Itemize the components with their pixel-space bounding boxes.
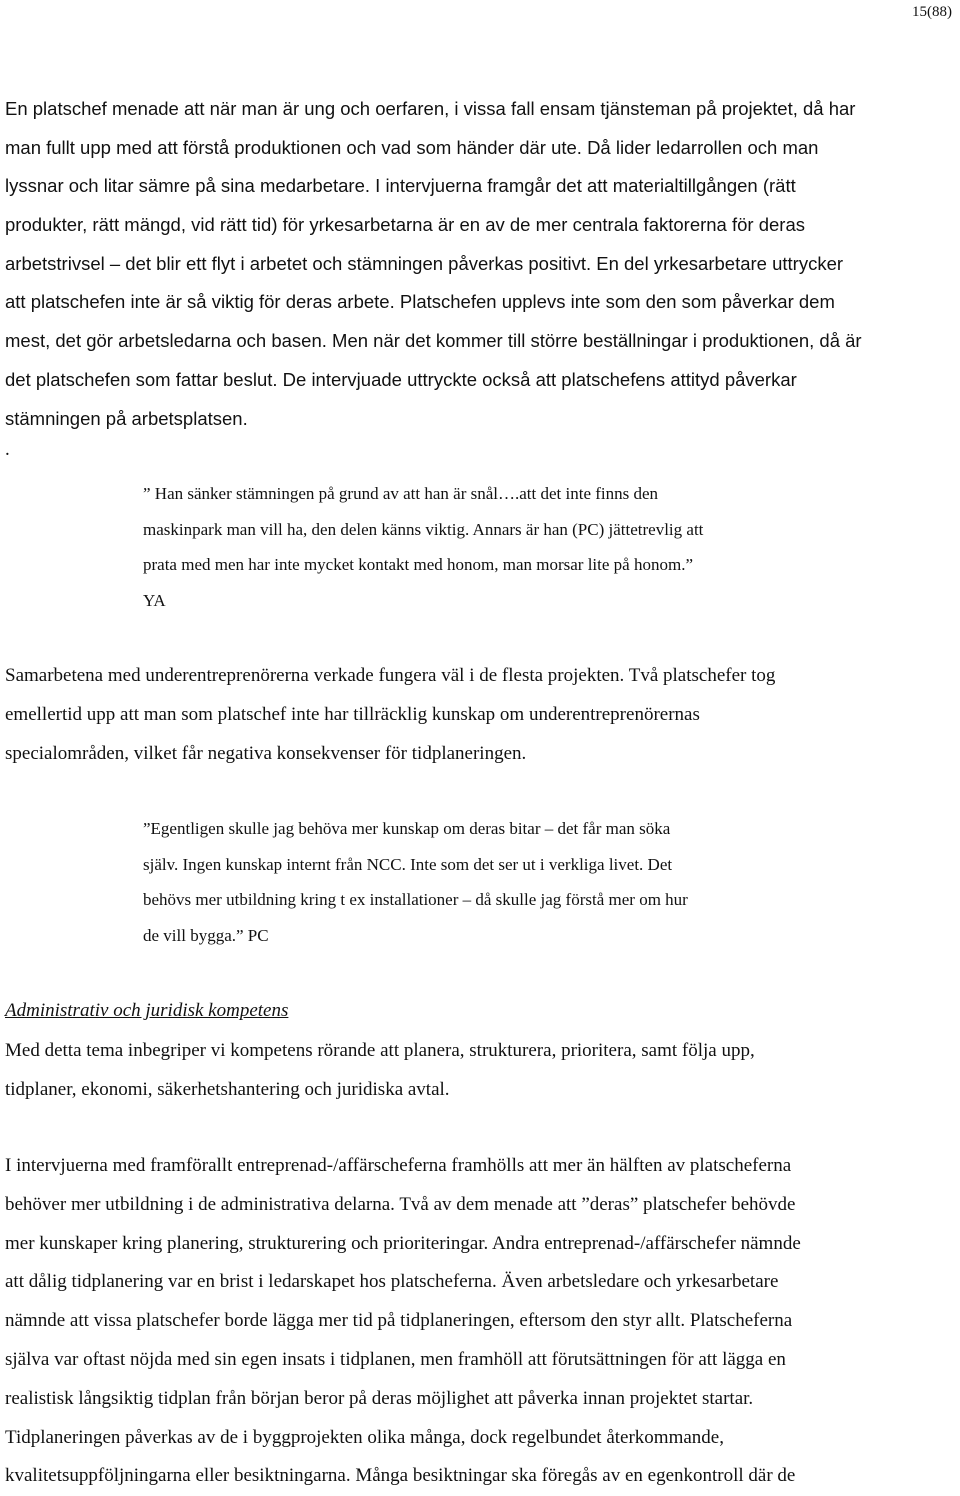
quote-line: ” Han sänker stämningen på grund av att han är snål….att det inte finns den bbox=[143, 484, 659, 503]
paragraph-line: lyssnar och litar sämre på sina medarbetare. I intervjuerna framgår det att materialtillgången (rätt bbox=[5, 175, 796, 197]
paragraph-line: specialområden, vilket får negativa konsekvenser för tidplaneringen. bbox=[5, 742, 527, 764]
quote-line: behövs mer utbildning kring t ex installationer – då skulle jag förstå mer om hur bbox=[143, 890, 688, 909]
page-number: 15(88) bbox=[912, 4, 952, 20]
body-paragraph bbox=[5, 90, 955, 438]
quote-line: prata med men har inte mycket kontakt med honom, man morsar lite på honom.” bbox=[143, 555, 693, 574]
quote-line: maskinpark man vill ha, den delen känns viktig. Annars är han (PC) jättetrevlig att bbox=[143, 519, 704, 539]
paragraph-line: tidplaner, ekonomi, säkerhetshantering och juridiska avtal. bbox=[5, 1078, 450, 1100]
quote-line: ”Egentligen skulle jag behöva mer kunskap om deras bitar – det får man söka bbox=[143, 819, 671, 838]
body-paragraph bbox=[5, 1032, 955, 1110]
paragraph-line: mest, det gör arbetsledarna och basen. Men när det kommer till större beställningar i produktionen, då är bbox=[5, 330, 862, 352]
paragraph-line: emellertid upp att man som platschef inte har tillräcklig kunskap om underentreprenörernas bbox=[5, 703, 700, 725]
paragraph-line: mer kunskaper kring planering, strukturering och prioriteringar. Andra entreprenad-/affärschefer nämnde bbox=[5, 1232, 801, 1254]
body-paragraph bbox=[5, 1147, 955, 1496]
section-heading: Administrativ och juridisk kompetens bbox=[5, 1000, 289, 1021]
paragraph-line: En platschef menade att när man är ung och oerfaren, i vissa fall ensam tjänsteman på projektet, då har bbox=[5, 98, 856, 119]
interview-quote bbox=[143, 811, 843, 953]
paragraph-line: produkter, rätt mängd, vid rätt tid) för yrkesarbetarna är en av de mer centrala faktorerna för deras bbox=[5, 214, 805, 236]
paragraph-line: realistisk långsiktig tidplan från början beror på deras möjlighet att påverka innan projektet startar. bbox=[5, 1387, 754, 1409]
paragraph-line: man fullt upp med att förstå produktionen och vad som händer där ute. Då lider ledarrollen och man bbox=[5, 136, 819, 158]
paragraph-line: nämnde att vissa platschefer borde lägga mer tid på tidplaneringen, eftersom den styr allt. Platscheferna bbox=[5, 1310, 793, 1332]
paragraph-line: arbetstrivsel – det blir ett flyt i arbetet och stämningen påverkas positivt. En del yrkesarbetare uttrycker bbox=[5, 252, 844, 274]
paragraph-line: Med detta tema inbegriper vi kompetens rörande att planera, strukturera, prioritera, samt följa upp, bbox=[5, 1040, 755, 1061]
paragraph-line: I intervjuerna med framförallt entreprenad-/affärscheferna framhölls att mer än hälften av platscheferna bbox=[5, 1155, 792, 1176]
quote-line: själv. Ingen kunskap internt från NCC. Inte som det ser ut i verkliga livet. Det bbox=[143, 854, 673, 874]
body-paragraph bbox=[5, 657, 955, 773]
quote-attribution: YA bbox=[143, 590, 166, 610]
paragraph-line: Samarbetena med underentreprenörerna verkade fungera väl i de flesta projekten. Två platschefer tog bbox=[5, 665, 776, 686]
stray-dot: . bbox=[5, 439, 10, 460]
paragraph-line: kvalitetsuppföljningarna eller besiktningarna. Många besiktningar ska föregås av en egenkontroll där de bbox=[5, 1465, 796, 1487]
paragraph-line: Tidplaneringen påverkas av de i byggprojekten olika många, dock regelbundet återkommande, bbox=[5, 1426, 724, 1448]
quote-line: de vill bygga.” PC bbox=[143, 925, 269, 945]
paragraph-line: det platschefen som fattar beslut. De intervjuade uttryckte också att platschefens attityd påverkar bbox=[5, 368, 797, 390]
interview-quote bbox=[143, 476, 843, 618]
paragraph-line: att dålig tidplanering var en brist i ledarskapet hos platscheferna. Även arbetsledare och yrkesarbetare bbox=[5, 1271, 779, 1293]
paragraph-line: själva var oftast nöjda med sin egen insats i tidplanen, men framhöll att förutsättningen för att lägga en bbox=[5, 1348, 786, 1370]
paragraph-line: att platschefen inte är så viktig för deras arbete. Platschefen upplevs inte som den som påverkar dem bbox=[5, 291, 835, 313]
paragraph-line: stämningen på arbetsplatsen. bbox=[5, 407, 248, 429]
paragraph-line: behöver mer utbildning i de administrativa delarna. Två av dem menade att ”deras” platschefer behövde bbox=[5, 1193, 796, 1215]
